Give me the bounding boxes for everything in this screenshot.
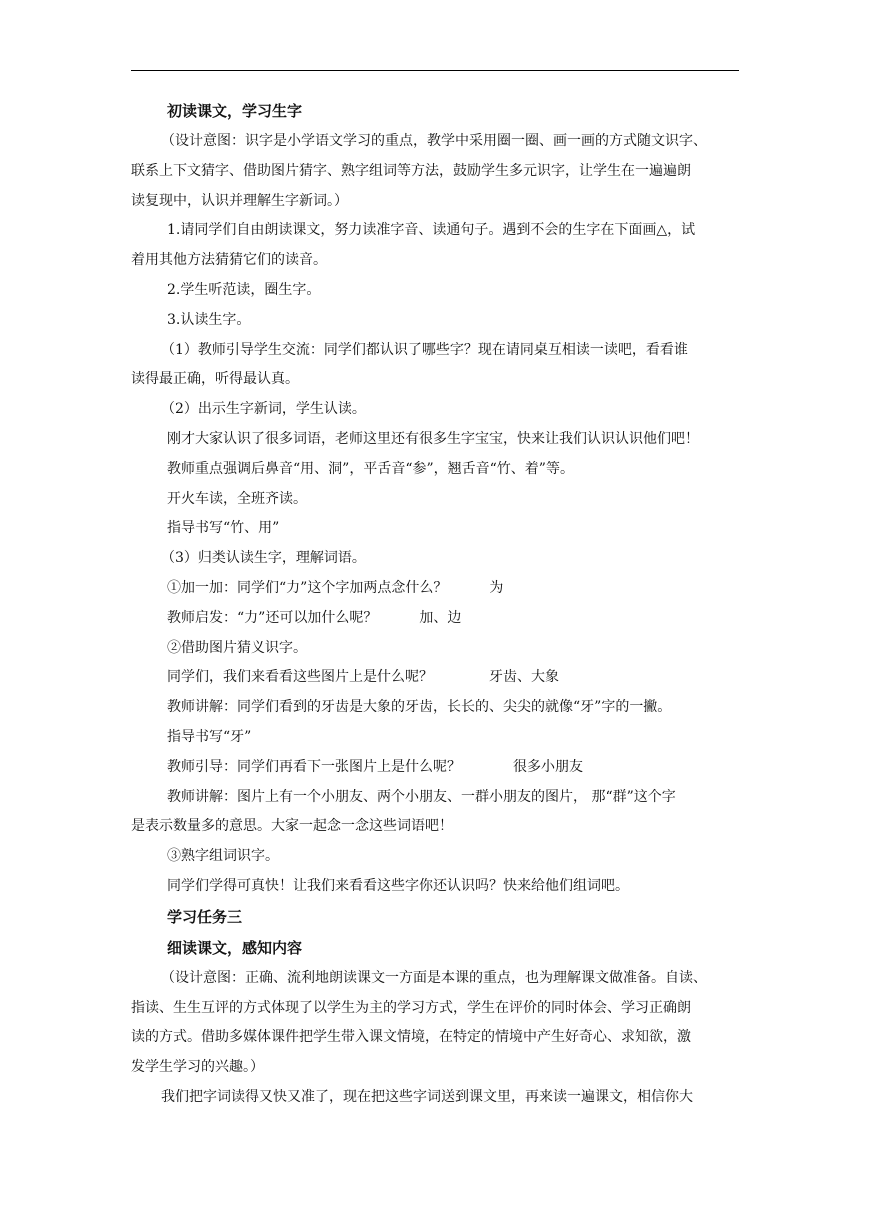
step-paragraph: 3.认读生字。	[167, 311, 251, 328]
body-paragraph: ③熟字组词识字。	[167, 848, 279, 865]
body-paragraph: 刚才大家认识了很多词语，老师这里还有很多生字宝宝，快来让我们认识认识他们吧！	[167, 430, 699, 447]
body-paragraph: 指导书写“牙”	[167, 728, 252, 745]
body-paragraph: ②借助图片猜义识字。	[167, 639, 307, 656]
section-heading: 细读课文，感知内容	[167, 938, 303, 957]
answer-text: 很多小朋友	[513, 758, 583, 775]
step-paragraph: 2.学生听范读，圈生字。	[167, 281, 321, 298]
qa-line	[131, 663, 739, 693]
design-intent-line: 指读、生生互评的方式体现了以学生为主的学习方式，学生在评价的同时体会、学习正确朗	[131, 999, 691, 1016]
document-body	[131, 96, 739, 1113]
design-intent-line: 发学生学习的兴趣。）	[131, 1059, 264, 1076]
sub-step-paragraph: 读得最正确，听得最认真。	[131, 371, 299, 388]
section-heading: 初读课文，学习生字	[167, 102, 303, 120]
qa-line	[131, 574, 739, 604]
step-paragraph: 着用其他方法猜猜它们的读音。	[131, 252, 327, 269]
qa-line	[131, 753, 739, 783]
sub-step-paragraph: （3）归类认读生字，理解词语。	[161, 550, 366, 567]
header-rule	[131, 70, 739, 71]
design-intent-line: （设计意图：正确、流利地朗读课文一方面是本课的重点，也为理解课文做准备。自读、	[161, 969, 707, 986]
design-intent-line: 联系上下文猜字、借助图片猜字、熟字组词等方法，鼓励学生多元识字，让学生在一遍遍朗	[131, 162, 691, 179]
sub-step-paragraph: （2）出示生字新词，学生认读。	[161, 401, 366, 418]
body-paragraph: 教师讲解：图片上有一个小朋友、两个小朋友、一群小朋友的图片， 那“群”这个字	[167, 788, 676, 805]
question-text: 教师启发：“力”还可以加什么呢？	[167, 609, 378, 626]
section-heading: 学习任务三	[167, 907, 243, 926]
question-text: 同学们，我们来看看这些图片上是什么呢？	[167, 669, 433, 686]
qa-line	[131, 604, 739, 634]
body-paragraph: 教师重点强调后鼻音“用、洞”，平舌音“参”，翘舌音“竹、着”等。	[167, 460, 574, 477]
design-intent-line: （设计意图：识字是小学语文学习的重点，教学中采用圈一圈、画一画的方式随文识字、	[161, 133, 707, 149]
body-paragraph: 我们把字词读得又快又准了，现在把这些字词送到课文里，再来读一遍课文，相信你大	[161, 1088, 693, 1105]
answer-text: 加、边	[419, 609, 462, 626]
question-text: ①加一加：同学们“力”这个字加两点念什么？	[167, 579, 448, 596]
design-intent-line: 读复现中，认识并理解生字新词。）	[131, 192, 348, 209]
body-paragraph: 开火车读，全班齐读。	[167, 490, 307, 507]
body-paragraph: 是表示数量多的意思。大家一起念一念这些词语吧！	[131, 818, 453, 835]
body-paragraph: 指导书写“竹、用”	[167, 520, 280, 537]
question-text: 教师引导：同学们再看下一张图片上是什么呢？	[167, 758, 461, 775]
body-paragraph: 同学们学得可真快！让我们来看看这些字你还认识吗？快来给他们组词吧。	[167, 877, 629, 894]
answer-text: 牙齿、大象	[489, 669, 559, 686]
step-paragraph: 1.请同学们自由朗读课文，努力读准字音、读通句子。遇到不会的生字在下面画△，试	[167, 222, 696, 239]
body-paragraph: 教师讲解：同学们看到的牙齿是大象的牙齿，长长的、尖尖的就像“牙”字的一撇。	[167, 699, 672, 716]
design-intent-line: 读的方式。借助多媒体课件把学生带入课文情境，在特定的情境中产生好奇心、求知欲，激	[131, 1029, 691, 1046]
sub-step-paragraph: （1）教师引导学生交流：同学们都认识了哪些字？现在请同桌互相读一读吧，看看谁	[161, 341, 688, 358]
answer-text: 为	[489, 579, 504, 596]
